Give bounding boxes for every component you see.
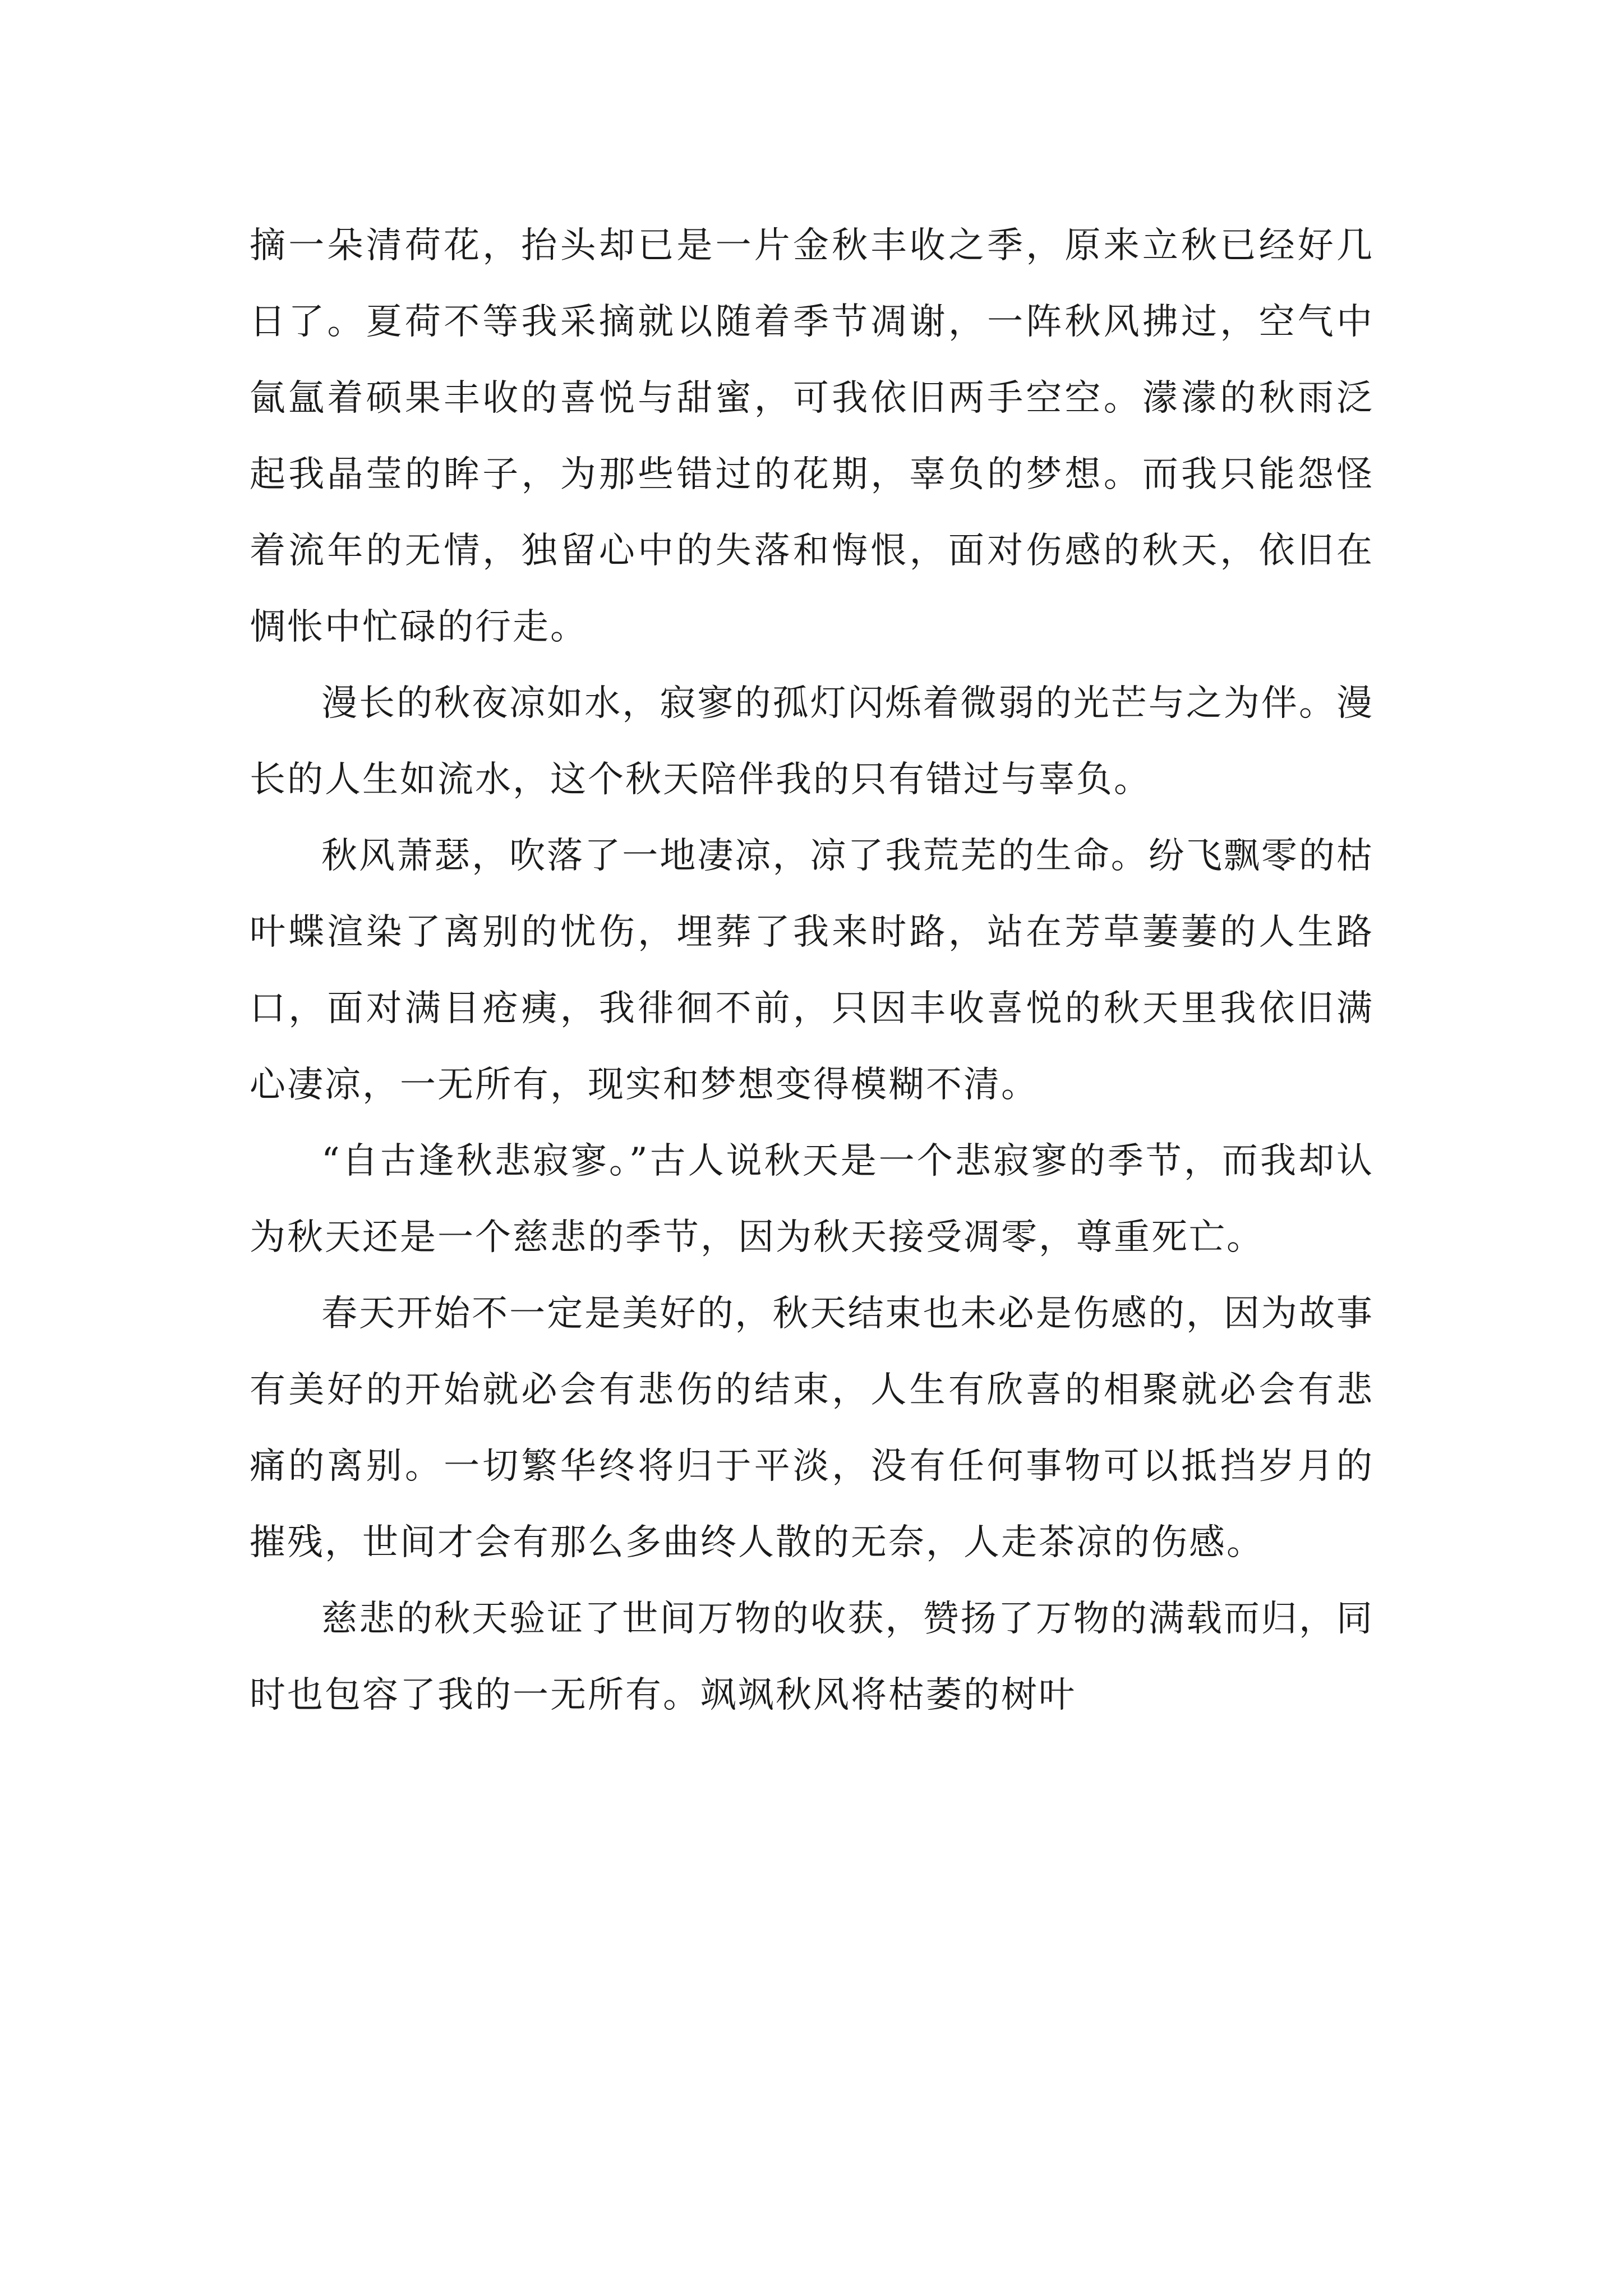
paragraph-5: 春天开始不一定是美好的，秋天结束也未必是伤感的，因为故事有美好的开始就必会有悲伤的结束，人生有欣喜的相聚就必会有悲痛的离别。一切繁华终将归于平淡，没有任何事物可以抵挡岁月的摧残，世间才会有那么多曲终人散的无奈，人走茶凉的伤感。: [250, 1293, 1374, 1563]
paragraph-1: 摘一朵清荷花，抬头却已是一片金秋丰收之季，原来立秋已经好几日了。夏荷不等我采摘就以随着季节凋谢，一阵秋风拂过，空气中氤氲着硕果丰收的喜悦与甜蜜，可我依旧两手空空。濛濛的秋雨泛起我晶莹的眸子，为那些错过的花期，辜负的梦想。而我只能怨怪着流年的无情，独留心中的失落和悔恨，面对伤感的秋天，依旧在惆怅中忙碌的行走。: [250, 225, 1374, 648]
paragraph-6: 慈悲的秋天验证了世间万物的收获，赞扬了万物的满载而归，同时也包容了我的一无所有。飒飒秋风将枯萎的树叶: [250, 1598, 1374, 1716]
paragraph-4: “自古逢秋悲寂寥。”古人说秋天是一个悲寂寥的季节，而我却认为秋天还是一个慈悲的季节，因为秋天接受凋零，尊重死亡。: [250, 1140, 1374, 1258]
document-body: [250, 208, 1374, 1733]
paragraph-3: 秋风萧瑟，吹落了一地凄凉，凉了我荒芜的生命。纷飞飘零的枯叶蝶渲染了离别的忧伤，埋葬了我来时路，站在芳草萋萋的人生路口，面对满目疮痍，我徘徊不前，只因丰收喜悦的秋天里我依旧满心凄凉，一无所有，现实和梦想变得模糊不清。: [250, 835, 1374, 1106]
paragraph-2: 漫长的秋夜凉如水，寂寥的孤灯闪烁着微弱的光芒与之为伴。漫长的人生如流水，这个秋天陪伴我的只有错过与辜负。: [250, 683, 1374, 800]
